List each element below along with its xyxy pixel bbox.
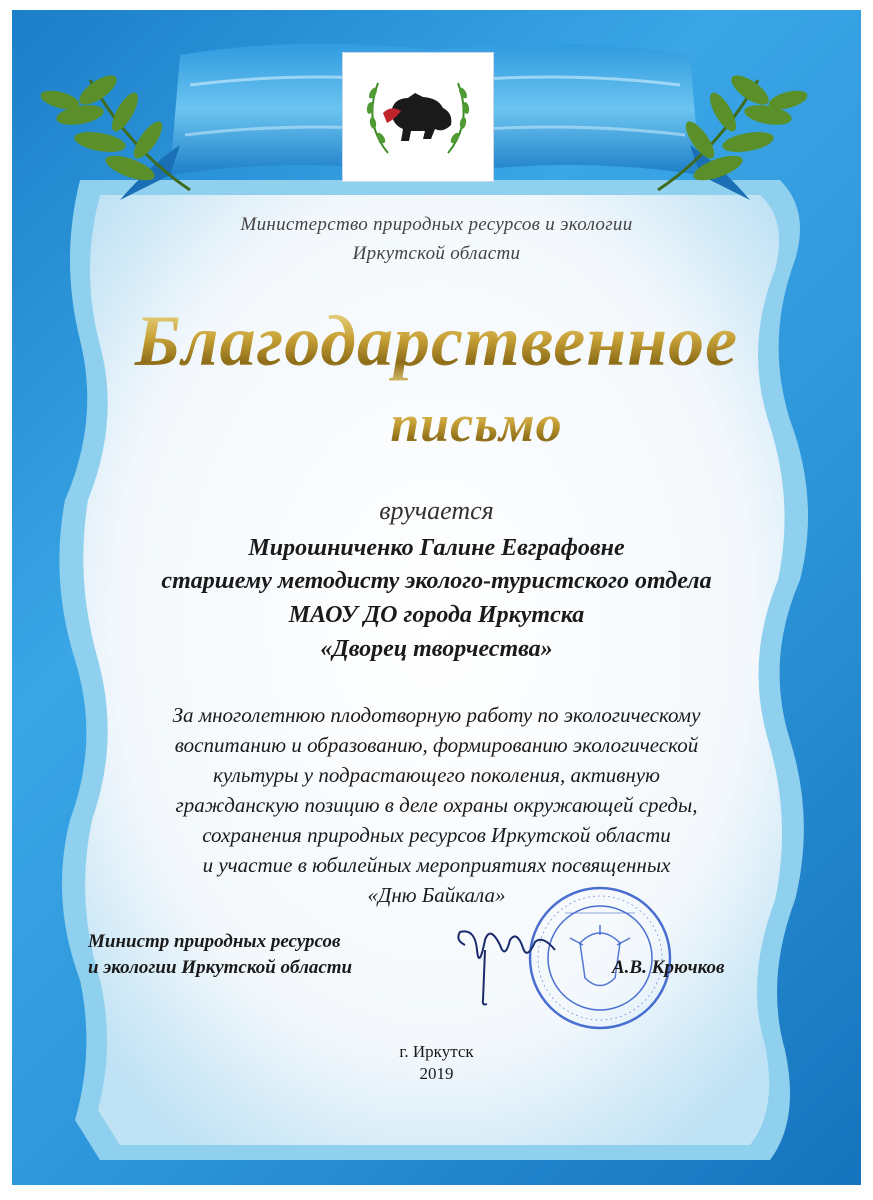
handwritten-signature: [445, 920, 565, 1010]
signatory-title-line1: Министр природных ресурсов: [88, 931, 341, 952]
place-city: г. Иркутск: [399, 1042, 474, 1061]
reason-line: За многолетнюю плодотворную работу по экологическому: [172, 703, 701, 727]
laurel-branch-right-icon: [648, 60, 828, 200]
signatory-name: А.В. Крючков: [612, 957, 725, 978]
ministry-name-line1: Министерство природных ресурсов и экологии: [240, 214, 633, 235]
sable-with-sable-coat-of-arms-icon: [343, 53, 493, 181]
certificate-title-line2: письмо: [40, 395, 873, 454]
irkutsk-coat-of-arms: [342, 52, 494, 182]
certificate-title: Благодарственное: [0, 300, 873, 383]
reason-line: культуры у подрастающего поколения, активную: [213, 763, 660, 787]
reason-line: гражданскую позицию в деле охраны окружающей среды,: [175, 793, 698, 817]
signatory-title-line2: и экологии Иркутской области: [88, 957, 353, 978]
reason-line: сохранения природных ресурсов Иркутской области: [202, 823, 671, 847]
recipient-organization: МАОУ ДО города Иркутска: [288, 602, 585, 628]
place-year: 2019: [419, 1064, 454, 1083]
recipient-position: старшему методисту эколого-туристского отдела: [161, 568, 712, 594]
laurel-branch-left-icon: [20, 60, 200, 200]
subtitle: вручается: [379, 496, 494, 525]
recipient-name: Мирошниченко Галине Евграфовне: [248, 535, 625, 561]
reason-line: воспитанию и образованию, формированию экологической: [174, 733, 699, 757]
recipient-institution: «Дворец творчества»: [320, 636, 553, 662]
reason-line: и участие в юбилейных мероприятиях посвященных: [202, 853, 671, 877]
reason-line: «Дню Байкала»: [367, 883, 506, 907]
ministry-name-line2: Иркутской области: [352, 243, 521, 264]
